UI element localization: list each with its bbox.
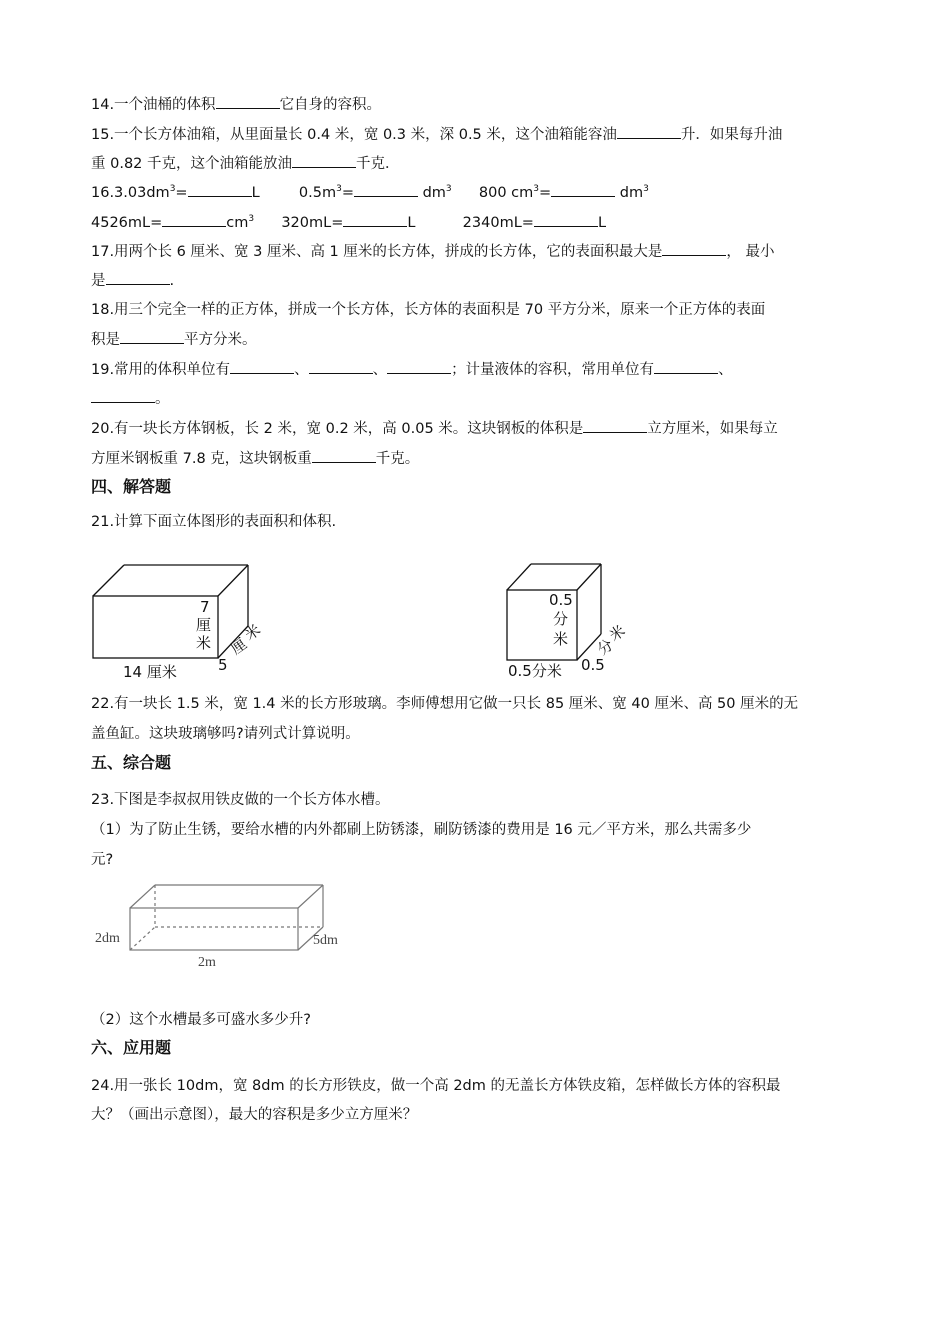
width-label: 米 — [241, 620, 264, 644]
q16-text: 2340mL= — [462, 215, 534, 231]
answer-blank[interactable] — [387, 359, 451, 374]
question-15-line-2 — [91, 153, 400, 174]
q16-text: L — [597, 215, 607, 231]
q16-text: = — [341, 185, 354, 201]
answer-blank[interactable] — [120, 329, 184, 344]
q18-text: 18.用三个完全一样的正方体，拼成一个长方体，长方体的表面积是 70 平方分米，原来一个正方体的表面 — [91, 302, 766, 318]
question-19-line-2 — [91, 388, 170, 409]
answer-blank[interactable] — [162, 212, 226, 227]
question-19-line-1 — [91, 359, 733, 380]
width-label: 5 — [218, 656, 228, 674]
answer-blank[interactable] — [91, 388, 155, 403]
question-24-line-1: 24.用一张长 10dm，宽 8dm 的长方形铁皮，做一个高 2dm 的无盖长方体铁皮箱，怎样做长方体的容积最 — [91, 1078, 781, 1094]
q17-text: ， 最小 — [726, 244, 775, 260]
question-24-line-2: 大？（画出示意图），最大的容积是多少立方厘米？ — [91, 1107, 418, 1123]
q16-text: dm — [615, 185, 644, 201]
q20-text: 立方厘米，如果每立 — [647, 421, 778, 437]
q14-text-b: 它自身的容积。 — [279, 97, 382, 113]
width-label: 厘 — [227, 634, 250, 658]
section-heading-4: 四、解答题 — [91, 477, 172, 496]
question-17-line-1 — [91, 241, 775, 262]
section-heading-5: 五、综合题 — [91, 753, 172, 772]
question-23-part-2: （2）这个水槽最多可盛水多少升? — [91, 1012, 311, 1028]
q16-text: 16.3.03dm — [91, 185, 170, 201]
height-label: 2dm — [95, 931, 120, 946]
superscript-3: 3 — [336, 184, 342, 194]
answer-blank[interactable] — [216, 94, 280, 109]
question-18-line-2 — [91, 329, 257, 350]
width-label: 5dm — [313, 933, 338, 948]
question-22-line-1: 22.有一块长 1.5 米，宽 1.4 米的长方形玻璃。李师傅想用它做一只长 85 厘米、宽 40 厘米、高 50 厘米的无 — [91, 696, 799, 712]
superscript-3: 3 — [445, 184, 452, 194]
q14-text-a: 14.一个油桶的体积 — [91, 97, 216, 113]
width-label: 0.5 — [581, 656, 605, 674]
answer-blank[interactable] — [230, 359, 294, 374]
q18-text: 积是 — [91, 332, 120, 348]
answer-blank[interactable] — [188, 182, 252, 197]
question-18-line-1 — [91, 300, 765, 320]
cuboid-figure-left — [90, 560, 290, 690]
answer-blank[interactable] — [354, 182, 418, 197]
height-label: 米 — [553, 630, 569, 648]
q16-text: dm — [417, 185, 446, 201]
q16-text: cm — [226, 215, 249, 231]
answer-blank[interactable] — [551, 182, 615, 197]
answer-blank[interactable] — [654, 359, 718, 374]
question-16-row-2 — [91, 212, 606, 233]
answer-blank[interactable] — [312, 448, 376, 463]
question-22-line-2: 盖鱼缸。这块玻璃够吗?请列式计算说明。 — [91, 726, 360, 742]
q15-text-a: 15.一个长方体油箱，从里面量长 0.4 米，宽 0.3 米，深 0.5 米，这个油箱能容油 — [91, 127, 617, 143]
height-label: 0.5 — [549, 591, 573, 609]
q17-text: 17.用两个长 6 厘米、宽 3 厘米、高 1 厘米的长方体，拼成的长方体，它的表面积最大是 — [91, 244, 663, 260]
q18-text: 平方分米。 — [184, 332, 257, 348]
q16-text: 320mL= — [281, 215, 344, 231]
question-20-line-2 — [91, 448, 419, 469]
q19-text: ；计量液体的容积，常用单位有 — [451, 362, 655, 378]
question-20-line-1 — [91, 418, 778, 439]
superscript-3: 3 — [169, 184, 176, 194]
question-16-row-1 — [91, 182, 649, 203]
q15-text-c: 重 0.82 千克，这个油箱能放油 — [91, 156, 293, 172]
q17-text: 是 — [91, 273, 106, 289]
q16-text: 4526mL= — [91, 215, 163, 231]
q16-text: L — [407, 215, 416, 231]
question-23-part-1-line-1: （1）为了防止生锈，要给水槽的内外都刷上防锈漆，刷防锈漆的费用是 16 元／平方米，那么共需多少 — [91, 822, 752, 838]
q16-text: 0.5m — [298, 185, 337, 201]
answer-blank[interactable] — [662, 241, 726, 256]
q17-text: . — [169, 273, 175, 289]
length-label: 14 厘米 — [123, 663, 177, 681]
q19-text: 、 — [294, 362, 309, 378]
cube-figure-right — [503, 560, 643, 690]
q16-text: 800 cm — [478, 185, 534, 201]
question-14 — [91, 94, 381, 115]
q20-text: 方厘米钢板重 7.8 克，这块钢板重 — [91, 451, 312, 467]
question-17-line-2 — [91, 270, 174, 291]
answer-blank[interactable] — [583, 418, 647, 433]
superscript-3: 3 — [643, 184, 649, 194]
answer-blank[interactable] — [106, 270, 170, 285]
length-label: 0.5分米 — [508, 662, 562, 680]
height-label: 分 — [553, 610, 569, 628]
answer-blank[interactable] — [292, 153, 356, 168]
q16-text: L — [251, 185, 260, 201]
q15-text-b: 升．如果每升油 — [680, 127, 783, 143]
length-label: 2m — [198, 955, 216, 970]
q16-text: = — [539, 185, 552, 201]
answer-blank[interactable] — [309, 359, 373, 374]
q19-text: 。 — [155, 391, 170, 407]
q19-text: 、 — [372, 362, 388, 378]
q19-text: 19.常用的体积单位有 — [91, 362, 231, 378]
question-23-intro: 23.下图是李叔叔用铁皮做的一个长方体水槽。 — [91, 792, 390, 808]
superscript-3: 3 — [248, 214, 255, 224]
water-tank-figure — [92, 882, 352, 972]
answer-blank[interactable] — [534, 212, 598, 227]
height-label: 厘 — [196, 616, 212, 634]
answer-blank[interactable] — [617, 124, 681, 139]
answer-blank[interactable] — [343, 212, 407, 227]
width-label: 分 — [593, 635, 617, 659]
height-label: 米 — [196, 634, 212, 652]
question-15-line-1 — [91, 124, 782, 145]
width-label: 米 — [605, 621, 629, 645]
q15-text-d: 千克． — [356, 156, 400, 172]
q20-text: 20.有一块长方体钢板，长 2 米，宽 0.2 米，高 0.05 米。这块钢板的体积是 — [91, 421, 584, 437]
superscript-3: 3 — [533, 184, 539, 194]
q20-text: 千克。 — [375, 451, 420, 467]
question-23-part-1-line-2: 元? — [91, 852, 114, 868]
q19-text: 、 — [718, 362, 733, 378]
height-label: 7 — [200, 598, 210, 616]
q16-text: = — [175, 185, 188, 201]
question-21: 21.计算下面立体图形的表面积和体积. — [91, 514, 337, 530]
section-heading-6: 六、应用题 — [91, 1038, 172, 1057]
